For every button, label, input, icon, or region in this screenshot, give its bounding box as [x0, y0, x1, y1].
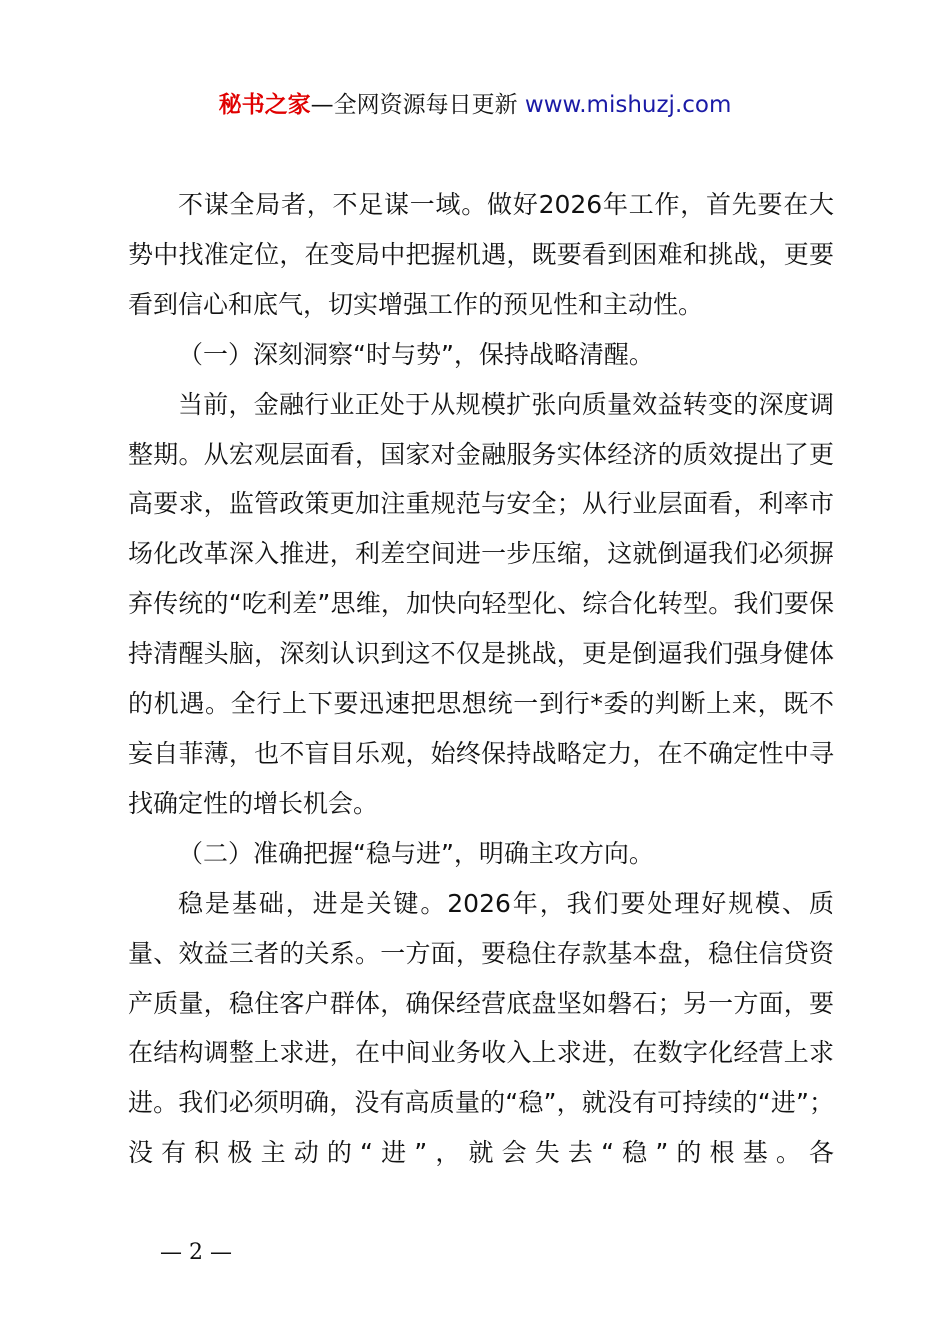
page-number: — 2 —: [160, 1240, 232, 1265]
section-heading-1: （一）深刻洞察“时与势”，保持战略清醒。: [178, 339, 654, 369]
paragraph-intro: 不谋全局者，不足谋一域。做好2026年工作，首先要在大势中找准定位，在变局中把握机遇，既要看到困难和挑战，更要看到信心和底气，切实增强工作的预见性和主动性。: [128, 190, 834, 319]
header-brand: 秘书之家: [218, 92, 311, 118]
section-heading-2: （二）准确把握“稳与进”，明确主攻方向。: [178, 838, 654, 868]
page-header: [0, 88, 950, 122]
document-body: [128, 180, 834, 1178]
header-tagline: —全网资源每日更新: [310, 92, 525, 118]
header-site-link[interactable]: www.mishuzj.com: [524, 92, 732, 118]
paragraph-section-1: 当前，金融行业正处于从规模扩张向质量效益转变的深度调整期。从宏观层面看，国家对金融服务实体经济的质效提出了更高要求，监管政策更加注重规范与安全；从行业层面看，利率市场化改革深入推进，利差空间进一步压缩，这就倒逼我们必须摒弃传统的“吃利差”思维，加快向轻型化、综合化转型。我们要保持清醒头脑，深刻认识到这不仅是挑战，更是倒逼我们强身健体的机遇。全行上下要迅速把思想统一到行*委的判断上来，既不妄自菲薄，也不盲目乐观，始终保持战略定力，在不确定性中寻找确定性的增长机会。: [128, 389, 834, 818]
paragraph-section-2: 稳是基础，进是关键。2026年，我们要处理好规模、质量、效益三者的关系。一方面，要稳住存款基本盘，稳住信贷资产质量，稳住客户群体，确保经营底盘坚如磐石；另一方面，要在结构调整上求进，在中间业务收入上求进，在数字化经营上求进。我们必须明确，没有高质量的“稳”，就没有可持续的“进”；没有积极主动的“进”，就会失去“稳”的根基。各: [128, 888, 834, 1168]
